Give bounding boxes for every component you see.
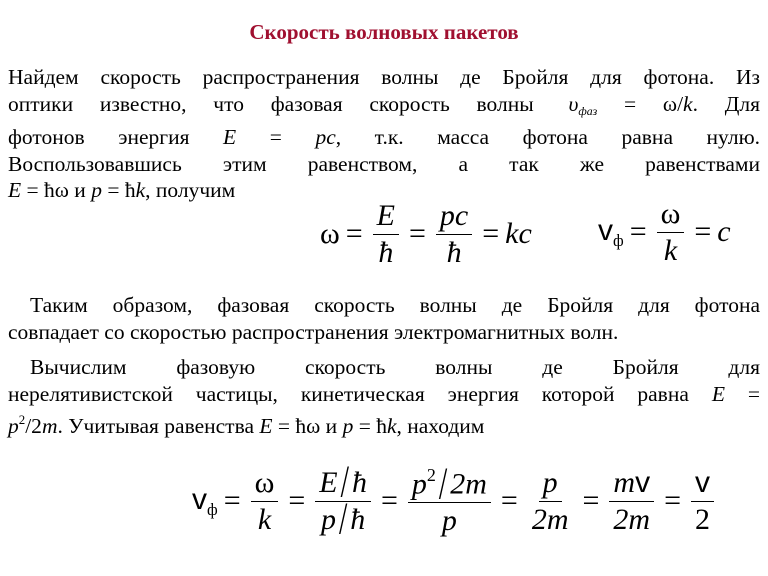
line [8,64,760,91]
subscript: ф [207,499,218,519]
paragraph-nonrelativistic [8,354,760,440]
energy-symbol: E [259,414,273,439]
k-symbol: k [683,91,693,116]
fraction [609,467,654,535]
fraction [315,457,371,544]
equals-sign: = [629,215,647,248]
velocity-symbol: v [192,482,207,516]
omega-symbol: ω [320,217,340,250]
line [8,407,760,440]
fraction [251,467,279,535]
denominator: ħ [446,235,462,269]
c-symbol: c [717,215,731,248]
text: . Для [692,91,761,116]
mass-symbol: m [613,466,636,500]
text: , т.к. масса фотона равна нулю. [335,125,761,150]
equation-omega [320,200,532,268]
superscript: 2 [426,465,436,485]
equals-sign: = [345,217,363,250]
text: Найдем скорость распространения волны де Бройля для фотона. Из [8,65,760,89]
energy-symbol: E [223,125,237,150]
numerator: $p^2 / 2m$ [408,466,491,503]
hbar-symbol: ħ [350,502,366,536]
energy-symbol: E [711,381,725,406]
text: оптики известно, что фазовая скорость волны [8,91,534,116]
line [8,151,760,178]
text: = ħω и [26,178,86,203]
denominator: 2 [695,502,711,536]
subscript: ф [613,230,624,250]
numerator: ω [657,198,685,233]
equals-sign: = [482,217,500,250]
equals-sign: = [582,484,600,518]
numerator: p [539,467,562,502]
subscript: фаз [578,103,598,118]
text: . Учитывая равенства [57,414,254,439]
numerator [609,467,654,502]
denominator: k [663,233,678,267]
numerator: pc [436,200,472,235]
momentum-symbol: p [91,178,102,203]
velocity-symbol: v [598,213,613,247]
k-symbol: k [386,414,397,439]
denominator: 2m [531,502,569,536]
text: нерелятивистской частицы, кинетическая энергия которой равна [8,381,689,406]
k-symbol: k [135,178,146,203]
text: Вычислим фазовую скорость волны де Бройля для [30,355,760,379]
equals-sign: = [694,215,712,248]
text: /2 [25,414,42,439]
denominator: p [441,504,457,538]
line [8,124,760,151]
fraction [408,459,491,538]
numerator: ω [251,467,279,502]
text: = [269,125,282,150]
text: Воспользовавшись этим равенством, а так же равенствами [8,151,760,176]
line [8,381,760,408]
denominator: 2m [613,502,651,536]
slide-title: Скорость волновых пакетов [249,20,519,44]
line [8,91,760,125]
energy-symbol: E [319,466,338,500]
line [8,292,760,319]
text: Таким образом, фазовая скорость волны де Бройля для фотона [30,293,760,317]
hbar-symbol: ħ [351,466,367,500]
text: , находим [396,414,485,439]
line [8,319,760,346]
denominator: p / ħ [320,494,366,544]
text: совпадает со скоростью распространения электромагнитных волн. [8,319,619,344]
text: фотонов энергия [8,125,190,150]
equals-sign: = [288,484,306,518]
line [8,354,760,381]
text: , получим [145,178,236,203]
equals-sign: = [664,484,682,518]
momentum-symbol: p [411,467,427,501]
denominator: ħ [378,235,394,269]
two-m: 2m [450,467,487,501]
denominator: k [257,502,272,536]
numerator: E [373,200,399,235]
text: = [747,381,761,406]
equals-sign: = [500,484,518,518]
paragraph-photon-intro [8,64,760,204]
fraction [373,200,399,268]
velocity-symbol: v [635,466,651,500]
momentum-symbol: p [320,502,336,536]
mass-symbol: m [41,414,58,439]
superscript: 2 [18,413,26,427]
phase-velocity-symbol: υ [568,91,579,116]
kc-symbol: kc [505,217,532,250]
text: = ħ [358,414,387,439]
fraction [528,467,573,535]
text: = ħω и [277,414,338,439]
equals-sign: = [380,484,398,518]
numerator: E / ħ [315,467,371,502]
fraction [657,198,685,266]
equation-phase-velocity-photon [598,198,731,266]
numerator: v [691,467,714,502]
momentum-symbol: p [8,414,19,439]
fraction [436,200,472,268]
momentum-symbol: p [342,414,354,439]
pc-symbol: pc [315,125,336,150]
equation-phase-velocity-particle [192,457,718,544]
text: = ω/ [624,91,684,116]
fraction [691,467,714,535]
equals-sign: = [223,484,241,518]
energy-symbol: E [8,178,22,203]
equals-sign: = [409,217,426,250]
paragraph-conclusion [8,292,760,345]
text: = ħ [107,178,136,203]
